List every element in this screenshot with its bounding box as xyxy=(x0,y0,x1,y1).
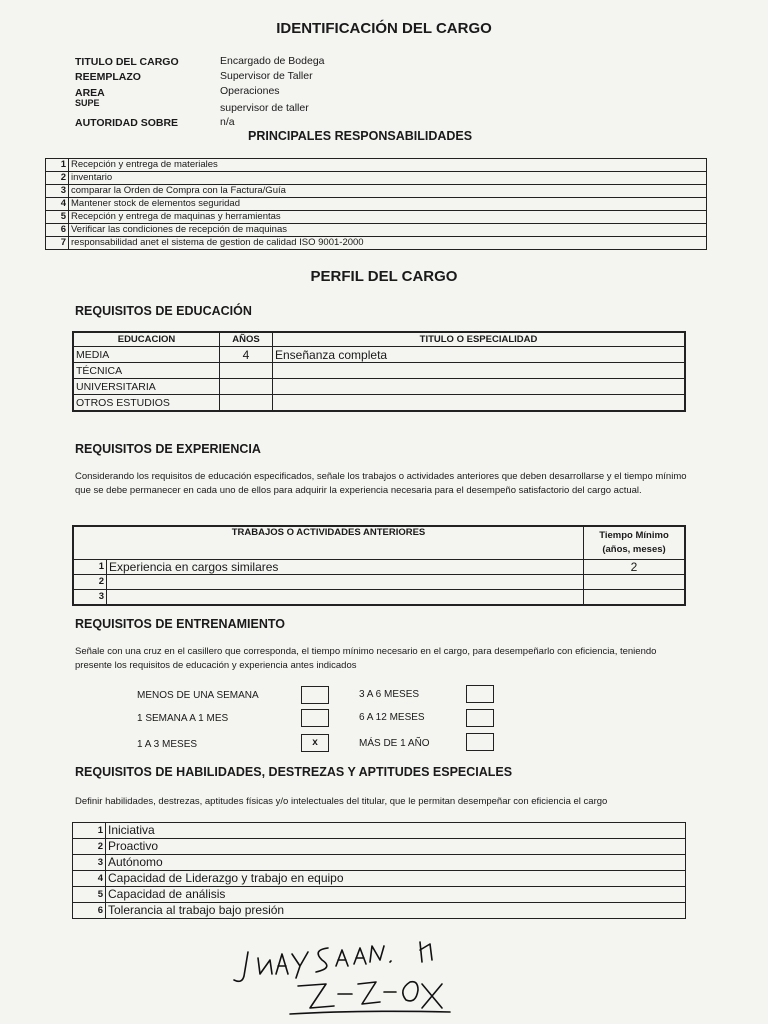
row-number: 3 xyxy=(73,590,107,606)
skill-text: Autónomo xyxy=(106,855,686,871)
value-cargo: Encargado de Bodega xyxy=(220,55,325,67)
education-years xyxy=(220,395,273,412)
value-autoridad: n/a xyxy=(220,116,235,128)
table-row xyxy=(46,185,707,198)
training-option-label: MENOS DE UNA SEMANA xyxy=(137,690,259,701)
education-table xyxy=(72,331,686,412)
value-supervisor: supervisor de taller xyxy=(220,102,309,114)
table-header-row xyxy=(73,526,685,560)
label-reemplazo: REEMPLAZO xyxy=(75,71,141,83)
label-area: AREA xyxy=(75,87,105,99)
training-checkbox[interactable] xyxy=(466,709,494,727)
skills-table xyxy=(72,822,686,919)
table-row xyxy=(73,347,685,363)
skill-text: Proactivo xyxy=(106,839,686,855)
experience-time xyxy=(584,590,686,606)
row-number: 2 xyxy=(73,575,107,590)
row-number: 2 xyxy=(73,839,106,855)
row-number: 1 xyxy=(73,823,106,839)
row-number: 4 xyxy=(73,871,106,887)
education-level: UNIVERSITARIA xyxy=(73,379,220,395)
table-row xyxy=(73,379,685,395)
table-row xyxy=(73,395,685,412)
table-row xyxy=(46,159,707,172)
experience-time xyxy=(584,575,686,590)
skills-title: REQUISITOS DE HABILIDADES, DESTREZAS Y APTITUDES ESPECIALES xyxy=(75,765,513,779)
table-row xyxy=(46,224,707,237)
label-cargo: TITULO DEL CARGO xyxy=(75,56,179,68)
training-option-label: 6 A 12 MESES xyxy=(359,712,425,723)
row-number: 2 xyxy=(46,172,69,185)
skill-text: Capacidad de análisis xyxy=(106,887,686,903)
row-number: 5 xyxy=(73,887,106,903)
training-option-label: MÁS DE 1 AÑO xyxy=(359,738,430,749)
education-specialty xyxy=(273,395,686,412)
table-header-row xyxy=(73,332,685,347)
training-instructions: Señale con una cruz en el casillero que corresponda, el tiempo mínimo necesario en el cargo, para desempeñarlo con eficiencia, teniendo presente los requisitos de educación y experiencia antes indicados xyxy=(75,646,657,671)
row-number: 3 xyxy=(73,855,106,871)
column-header: EDUCACION xyxy=(73,332,220,347)
table-row xyxy=(73,560,685,575)
row-text: Recepción y entrega de materiales xyxy=(69,159,707,172)
education-level: MEDIA xyxy=(73,347,220,363)
responsibilities-title: PRINCIPALES RESPONSABILIDADES xyxy=(248,129,473,143)
row-text: responsabilidad anet el sistema de gestion de calidad ISO 9001-2000 xyxy=(69,237,707,250)
table-row xyxy=(73,823,686,839)
training-checkbox[interactable]: x xyxy=(301,734,329,752)
table-row xyxy=(46,172,707,185)
row-text: comparar la Orden de Compra con la Factura/Guía xyxy=(69,185,707,198)
row-text: Recepción y entrega de maquinas y herramientas xyxy=(69,211,707,224)
table-row xyxy=(73,887,686,903)
column-header: TRABAJOS O ACTIVIDADES ANTERIORES xyxy=(73,526,584,560)
experience-activity xyxy=(107,590,584,606)
table-row xyxy=(46,211,707,224)
skill-text: Capacidad de Liderazgo y trabajo en equipo xyxy=(106,871,686,887)
education-years xyxy=(220,363,273,379)
experience-time: 2 xyxy=(584,560,686,575)
table-row xyxy=(46,237,707,250)
table-row xyxy=(73,903,686,919)
row-number: 1 xyxy=(46,159,69,172)
row-text: Verificar las condiciones de recepción de maquinas xyxy=(69,224,707,237)
education-level: TÉCNICA xyxy=(73,363,220,379)
education-specialty: Enseñanza completa xyxy=(273,347,686,363)
table-row xyxy=(46,198,707,211)
table-row xyxy=(73,590,685,606)
column-header: AÑOS xyxy=(220,332,273,347)
training-checkbox[interactable] xyxy=(466,733,494,751)
education-years: 4 xyxy=(220,347,273,363)
column-header: TITULO O ESPECIALIDAD xyxy=(273,332,686,347)
table-row xyxy=(73,839,686,855)
row-number: 6 xyxy=(46,224,69,237)
time-header-line1: Tiempo Mínimo xyxy=(599,530,669,541)
education-years xyxy=(220,379,273,395)
experience-activity xyxy=(107,575,584,590)
table-row xyxy=(73,363,685,379)
column-header-time xyxy=(584,526,686,560)
time-header-line2: (años, meses) xyxy=(602,544,666,555)
page-title: IDENTIFICACIÓN DEL CARGO xyxy=(276,20,492,37)
education-level: OTROS ESTUDIOS xyxy=(73,395,220,412)
training-checkbox[interactable] xyxy=(466,685,494,703)
table-row xyxy=(73,871,686,887)
signature xyxy=(230,938,470,1018)
profile-title: PERFIL DEL CARGO xyxy=(310,268,458,285)
skill-text: Tolerancia al trabajo bajo presión xyxy=(106,903,686,919)
row-number: 1 xyxy=(73,560,107,575)
row-number: 4 xyxy=(46,198,69,211)
training-option-label: 3 A 6 MESES xyxy=(359,689,420,700)
training-checkbox[interactable] xyxy=(301,709,329,727)
training-checkbox[interactable] xyxy=(301,686,329,704)
table-row xyxy=(73,575,685,590)
value-reemplazo: Supervisor de Taller xyxy=(220,70,313,82)
row-number: 3 xyxy=(46,185,69,198)
training-option-label: 1 SEMANA A 1 MES xyxy=(137,713,229,724)
training-option-label: 1 A 3 MESES xyxy=(137,739,198,750)
row-number: 7 xyxy=(46,237,69,250)
experience-title: REQUISITOS DE EXPERIENCIA xyxy=(75,442,261,456)
training-title: REQUISITOS DE ENTRENAMIENTO xyxy=(75,617,285,631)
education-title: REQUISITOS DE EDUCACIÓN xyxy=(75,304,252,318)
experience-activity: Experiencia en cargos similares xyxy=(107,560,584,575)
responsibilities-table xyxy=(45,158,707,250)
experience-table xyxy=(72,525,686,606)
education-specialty xyxy=(273,379,686,395)
row-number: 6 xyxy=(73,903,106,919)
experience-instructions: Considerando los requisitos de educación especificados, señale los trabajos o actividades anteriores que deben desarrollarse y el tiempo mínimo que se debe permanecer en cada uno de ellos para adquirir la experiencia necesaria para el desempeño satisfactorio del cargo actual. xyxy=(75,471,687,496)
table-row xyxy=(73,855,686,871)
label-supervisor-cut: SUPE xyxy=(75,99,100,107)
row-text: inventario xyxy=(69,172,707,185)
education-specialty xyxy=(273,363,686,379)
skill-text: Iniciativa xyxy=(106,823,686,839)
value-area: Operaciones xyxy=(220,85,280,97)
label-autoridad: AUTORIDAD SOBRE xyxy=(75,117,179,129)
row-text: Mantener stock de elementos seguridad xyxy=(69,198,707,211)
skills-instructions: Definir habilidades, destrezas, aptitudes físicas y/o intelectuales del titular, que le permitan desempeñar con eficiencia el cargo xyxy=(75,796,608,807)
row-number: 5 xyxy=(46,211,69,224)
